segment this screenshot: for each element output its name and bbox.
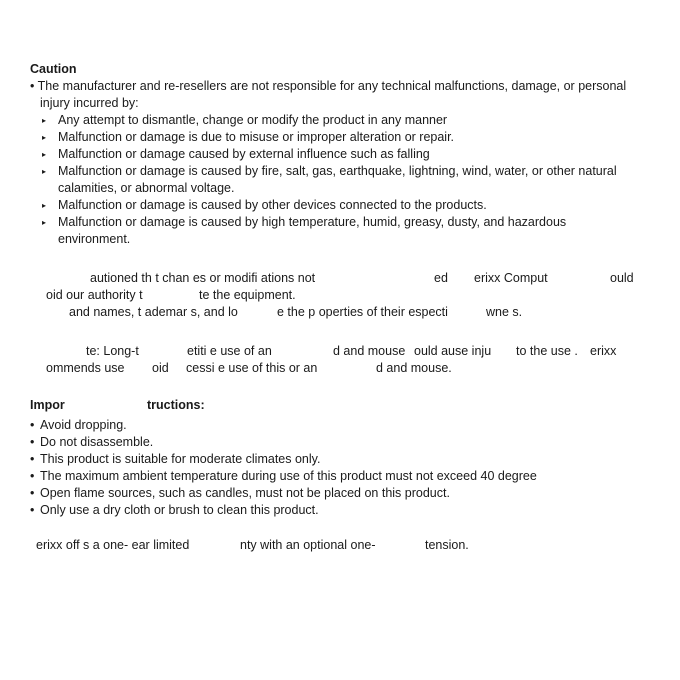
list-item: ▸ Malfunction or damage is due to misuse or improper alteration or repair. [42,130,455,144]
list-item: • Only use a dry cloth or brush to clean this product. [30,503,319,517]
fragment-text: ommends use [46,361,125,375]
triangle-bullet-icon: ▸ [42,133,47,142]
triangle-bullet-icon: ▸ [42,167,47,176]
list-item: • Avoid dropping. [30,418,127,432]
instructions-list [30,417,537,519]
fragment-text: tension. [425,538,469,552]
bullet-icon: • [30,435,35,449]
fragment-text: and names, t ademar s, and lo [69,305,238,319]
list-item: ▸ Malfunction or damage is caused by other devices connected to the products. [42,198,487,212]
fragment-text: erixx off s a one- ear limited [36,538,190,552]
bullet-icon: • [30,418,35,432]
triangle-bullet-icon: ▸ [42,150,47,159]
fragment-text: to the use . [516,344,578,358]
list-item: • Open flame sources, such as candles, must not be placed on this product. [30,486,450,500]
list-item: ▸ Malfunction or damage caused by external influence such as falling [42,147,430,161]
fragment-text: erixx [590,344,617,358]
fragment-text: cessi e use of this or an [186,361,318,375]
caution-intro [30,78,626,95]
list-item: • The maximum ambient temperature during use of this product must not exceed 40 degree [30,469,537,483]
fragment-text: autioned th t chan es or modifi ations not [90,271,316,285]
fragment-text: oid [152,361,169,375]
list-item: ▸ Malfunction or damage is caused by high temperature, humid, greasy, dusty, and hazardous environment. [42,215,567,246]
bullet-icon: • [30,469,35,483]
fragment-text: te the equipment. [199,288,296,302]
fragment-text: ed [434,271,448,285]
bullet-icon: • [30,79,35,93]
fragment-text: d and mouse [333,344,406,358]
fragment-text: ould ause inju [414,344,492,358]
caution-intro-cont: injury incurred by: [40,96,139,110]
list-item: ▸ Any attempt to dismantle, change or modify the product in any manner [42,113,448,127]
fragment-text: nty with an optional one- [240,538,376,552]
fragment-text: oid our authority t [46,288,143,302]
list-item: • Do not disassemble. [30,435,154,449]
fragment-text: d and mouse. [376,361,452,375]
caution-heading: Caution [30,62,77,76]
triangle-bullet-icon: ▸ [42,218,47,227]
fragment-text: erixx Comput [474,271,548,285]
bullet-icon: • [30,452,35,466]
list-item: • This product is suitable for moderate climates only. [30,452,321,466]
triangle-bullet-icon: ▸ [42,201,47,210]
bullet-icon: • [30,503,35,517]
fragment-text: etiti e use of an [187,344,272,358]
fragment-text: e the p operties of their especti [277,305,448,319]
instructions-heading-part1: Impor [30,398,65,412]
caution-intro-text: The manufacturer and re-resellers are not responsible for any technical malfunctions, damage, or personal [37,79,627,93]
bullet-icon: • [30,486,35,500]
fragment-text: ould [610,271,634,285]
fragment-text: te: Long-t [86,344,139,358]
fragment-text: wne s. [486,305,523,319]
caution-list [42,112,617,248]
list-item: ▸ Malfunction or damage is caused by fire, salt, gas, earthquake, lightning, wind, water, or other natural calamities, or abnormal voltage. [42,164,617,195]
instructions-heading-part2: tructions: [147,398,205,412]
triangle-bullet-icon: ▸ [42,116,47,125]
